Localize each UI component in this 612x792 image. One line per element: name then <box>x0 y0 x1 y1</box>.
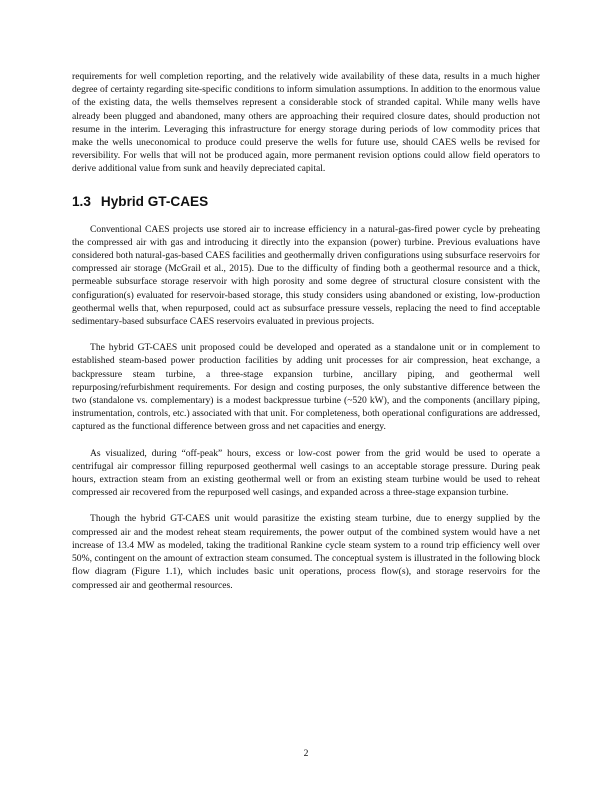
paragraph-conventional-caes: Conventional CAES projects use stored air to increase efficiency in a natural-gas-fired power cycle by preheating the compressed air with gas and introducing it directly into the expansion (power) turbine. Previous evaluations have considered both natural-gas-based CAES facilities and geothermally driven configurations using subsurface reservoirs for compressed air storage (McGrail et al., 2015). Due to the difficulty of finding both a geothermal resource and a thick, permeable subsurface storage reservoir with high porosity and some degree of structural closure consistent with the configuration(s) evaluated for reservoir-based storage, this study considers using abandoned or existing, low-production geothermal wells that, when repurposed, could act as subsurface pressure vessels, replacing the need to find acceptable sedimentary-based subsurface CAES reservoirs evaluated in previous projects. <box>72 223 540 328</box>
page-number: 2 <box>303 748 309 759</box>
paragraph-off-peak: As visualized, during “off-peak” hours, excess or low-cost power from the grid would be used to operate a centrifugal air compressor filling repurposed geothermal well casings to an acceptable storage pressure. During peak hours, extraction steam from an existing geothermal well or from an existing steam turbine would be used to reheat compressed air recovered from the repurposed well casings, and expanded across a three-stage expansion turbine. <box>72 447 540 499</box>
paragraph-hybrid-unit: The hybrid GT-CAES unit proposed could be developed and operated as a standalone unit or in complement to established steam-based power production facilities by adding unit processes for air compression, heat exchange, a backpressure steam turbine, a three-stage expansion turbine, ancillary piping, and geothermal well repurposing/refurbishment requirements. For design and costing purposes, the only substantive difference between the two (standalone vs. complementary) is a modest backpressue turbine (~520 kW), and the components (ancillary piping, instrumentation, controls, etc.) associated with that unit. For completeness, both operational configurations are addressed, captured as the functional difference between gross and net capacities and energy. <box>72 342 540 433</box>
page-body <box>72 70 540 605</box>
paragraph-net-increase: Though the hybrid GT-CAES unit would parasitize the existing steam turbine, due to energy supplied by the compressed air and the modest reheat steam requirements, the power output of the combined system would have a net increase of 13.4 MW as modeled, taking the traditional Rankine cycle steam system to a round trip efficiency well over 50%, contingent on the amount of extraction steam consumed. The conceptual system is illustrated in the following block flow diagram (Figure 1.1), which includes basic unit operations, process flow(s), and storage reservoirs for the compressed air and geothermal resources. <box>72 513 540 591</box>
section-title: Hybrid GT-CAES <box>100 193 209 209</box>
paragraph-continued: requirements for well completion reporting, and the relatively wide availability of these data, results in a much higher degree of certainty regarding site-specific conditions to inform simulation assumptions. In addition to the enormous value of the existing data, the wells themselves represent a considerable stock of stranded capital. While many wells have already been plugged and abandoned, many others are approaching their required closure dates, should production not resume in the interim. Leveraging this infrastructure for energy storage during periods of low commodity prices that make the wells uneconomical to produce could preserve the wells for future use, should CAES wells be revised for reversibility. For wells that will not be produced again, more permanent revision options could allow field operators to derive additional value from sunk and heavily depreciated capital. <box>72 71 540 175</box>
section-number: 1.3 <box>72 193 91 209</box>
section-heading <box>72 194 540 210</box>
